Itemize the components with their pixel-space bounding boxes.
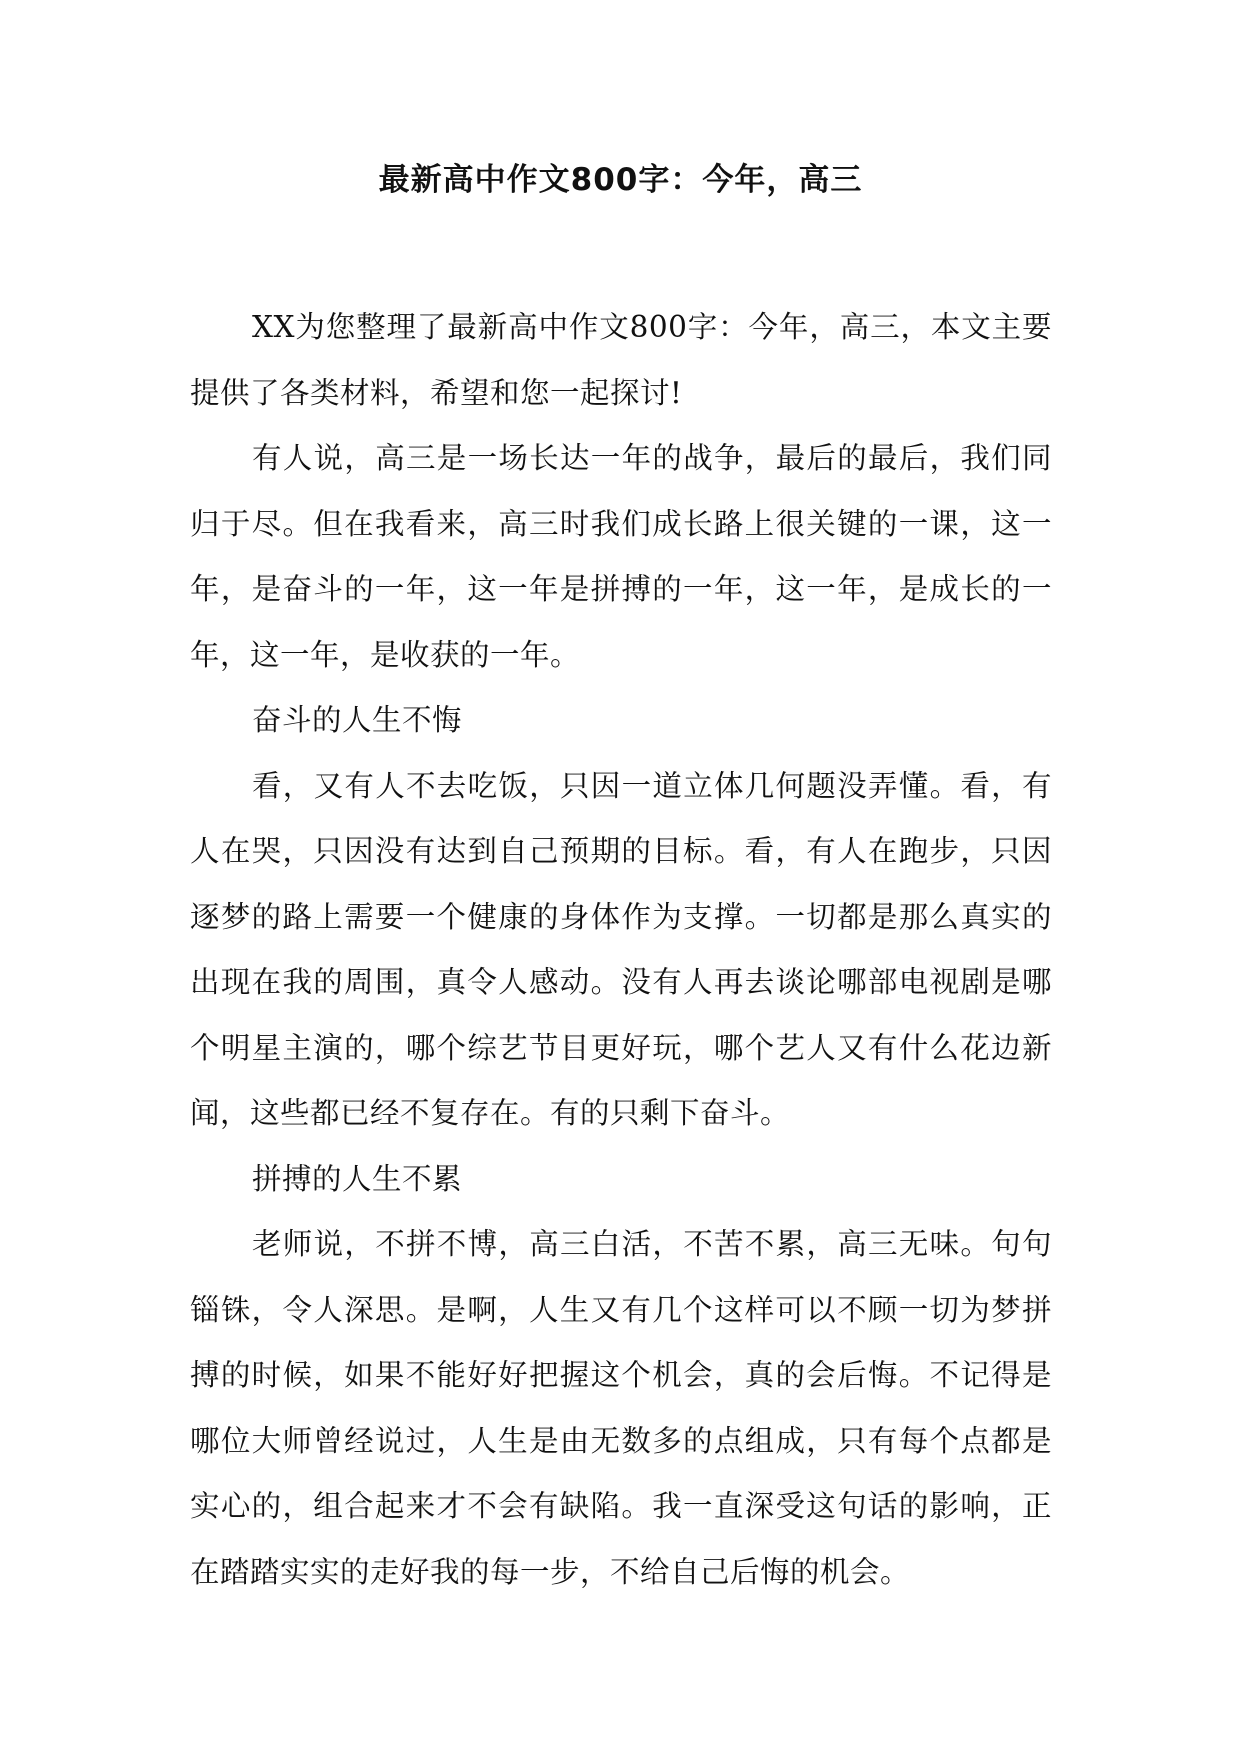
section-heading-fight: 拼搏的人生不累	[252, 1161, 463, 1196]
document-title: 最新高中作文800字：今年，高三	[378, 162, 863, 198]
document-body	[190, 295, 1052, 1605]
paragraph-opening: 有人说，高三是一场长达一年的战争，最后的最后，我们同归于尽。但在我看来，高三时我们成长路上很关键的一课，这一年，是奋斗的一年，这一年是拼搏的一年，这一年，是成长的一年，这一年，是收获的一年。	[190, 441, 1052, 672]
paragraph-struggle: 看，又有人不去吃饭，只因一道立体几何题没弄懂。看，有人在哭，只因没有达到自己预期的目标。看，有人在跑步，只因逐梦的路上需要一个健康的身体作为支撑。一切都是那么真实的出现在我的周围，真令人感动。没有人再去谈论哪部电视剧是哪个明星主演的，哪个综艺节目更好玩，哪个艺人又有什么花边新闻，这些都已经不复存在。有的只剩下奋斗。	[190, 768, 1052, 1130]
paragraph-intro: XX为您整理了最新高中作文800字：今年，高三，本文主要提供了各类材料，希望和您一起探讨!	[190, 310, 1052, 410]
paragraph-fight: 老师说，不拼不博，高三白活，不苦不累，高三无味。句句锱铢，令人深思。是啊，人生又有几个这样可以不顾一切为梦拼搏的时候，如果不能好好把握这个机会，真的会后悔。不记得是哪位大师曾经说过，人生是由无数多的点组成，只有每个点都是实心的，组合起来才不会有缺陷。我一直深受这句话的影响，正在踏踏实实的走好我的每一步，不给自己后悔的机会。	[190, 1227, 1052, 1589]
section-heading-struggle: 奋斗的人生不悔	[252, 703, 463, 737]
